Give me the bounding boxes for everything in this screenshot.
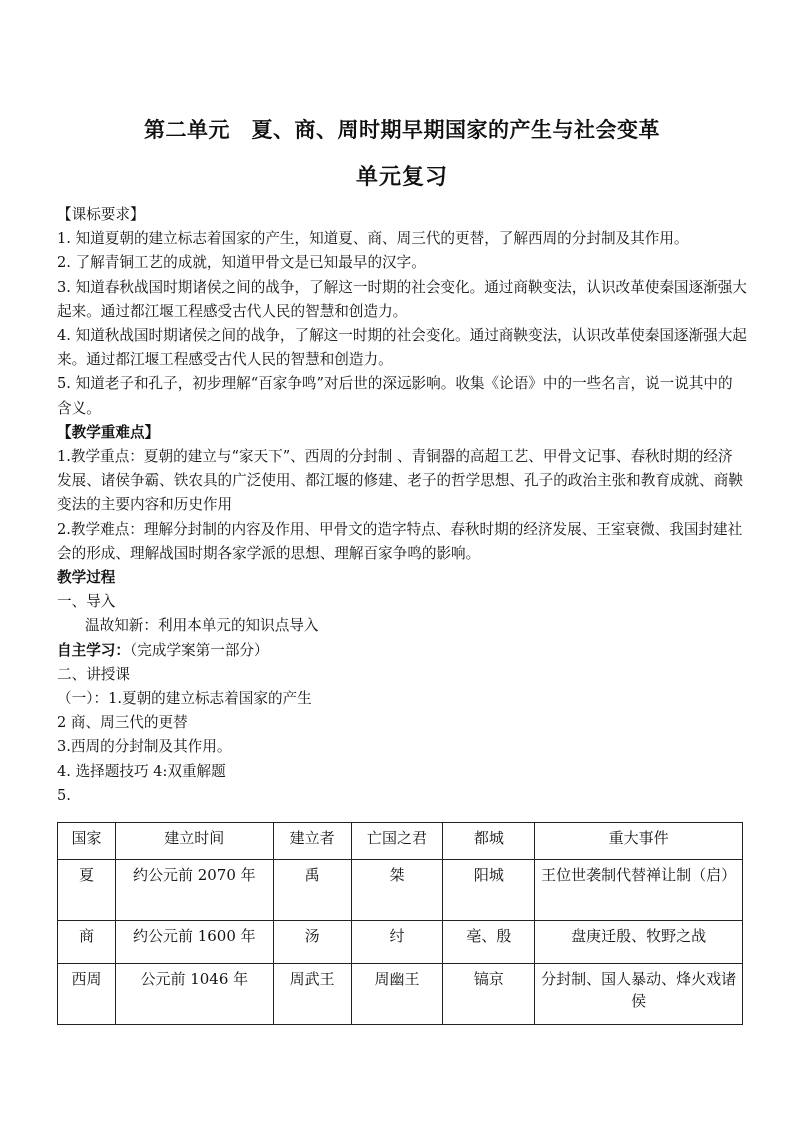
process-step-2: 二、讲授课: [57, 665, 130, 683]
table-cell: 纣: [351, 921, 443, 964]
header-capital: 都城: [443, 823, 535, 860]
table-cell: 亳、殷: [443, 921, 535, 964]
header-founder: 建立者: [273, 823, 351, 860]
table-cell: 约公元前 2070 年: [115, 860, 273, 921]
curriculum-item-1: 1. 知道夏朝的建立标志着国家的产生，知道夏、商、周三代的更替，了解西周的分封制及其作用。: [57, 230, 689, 248]
process-line-4: 4. 选择题技巧 4:双重解题: [57, 762, 226, 780]
table-cell: 约公元前 1600 年: [115, 921, 273, 964]
header-country: 国家: [58, 823, 116, 860]
curriculum-item-4: 4. 知道秋战国时期诸侯之间的战争，了解这一时期的社会变化。通过商鞅变法，认识改革使秦国逐渐强大起来。通过都江堰工程感受古代人民的智慧和创造力。: [57, 327, 747, 369]
table-cell: 阳城: [443, 860, 535, 921]
table-cell: 桀: [351, 860, 443, 921]
table-header-row: [58, 823, 743, 860]
table-cell: 夏: [58, 860, 116, 921]
process-line-5: 5.: [57, 786, 71, 804]
header-events: 重大事件: [535, 823, 743, 860]
table-cell: 西周: [58, 964, 116, 1025]
lesson-body: [57, 203, 747, 808]
table-row: [58, 921, 743, 964]
process-heading: 教学过程: [57, 569, 116, 587]
table-cell: 分封制、国人暴动、烽火戏诸侯: [535, 964, 743, 1025]
curriculum-item-5: 5. 知道老子和孔子，初步理解“百家争鸣”对后世的深远影响。收集《论语》中的一些名言，说一说其中的含义。: [57, 375, 733, 417]
process-line-3: 3.西周的分封制及其作用。: [57, 738, 232, 756]
table-cell: 盘庚迁殷、牧野之战: [535, 921, 743, 964]
unit-title: 第二单元 夏、商、周时期早期国家的产生与社会变革: [144, 118, 660, 142]
self-study-line: [57, 639, 747, 663]
curriculum-item-3: 3. 知道春秋战国时期诸侯之间的战争，了解这一时期的社会变化。通过商鞅变法，认识改革使秦国逐渐强大起来。通过都江堰工程感受古代人民的智慧和创造力。: [57, 278, 747, 320]
table-row: [58, 860, 743, 921]
key-point-2: 2.教学难点：理解分封制的内容及作用、甲骨文的造字特点、春秋时期的经济发展、王室衰微、我国封建社会的形成、理解战国时期各家学派的思想、理解百家争鸣的影响。: [57, 520, 743, 562]
process-step-1-detail: 温故知新：利用本单元的知识点导入: [85, 617, 319, 635]
key-points-heading: 【教学重难点】: [57, 423, 160, 441]
self-study-note: （完成学案第一部分）: [129, 641, 269, 659]
table-cell: 镐京: [443, 964, 535, 1025]
process-line-2: 2 商、周三代的更替: [57, 714, 188, 732]
table-cell: 汤: [273, 921, 351, 964]
unit-subtitle: 单元复习: [355, 165, 448, 190]
table-row: [58, 964, 743, 1025]
header-last-ruler: 亡国之君: [351, 823, 443, 860]
process-step-1: 一、导入: [57, 593, 116, 611]
table-cell: 周幽王: [351, 964, 443, 1025]
key-point-1: 1.教学重点：夏朝的建立与“家天下”、西周的分封制 、青铜器的高超工艺、甲骨文记事、春秋时期的经济发展、诸侯争霸、铁农具的广泛使用、都江堰的修建、老子的哲学思想、孔子的政治主张和教育成就、商鞅变法的主要内容和历史作用: [57, 448, 743, 514]
table-cell: 商: [58, 921, 116, 964]
self-study-label: 自主学习：: [57, 641, 130, 659]
header-founded: 建立时间: [115, 823, 273, 860]
table-cell: 王位世袭制代替禅让制（启）: [535, 860, 743, 921]
curriculum-heading: 【课标要求】: [57, 206, 145, 223]
table-cell: 周武王: [273, 964, 351, 1025]
table-cell: 公元前 1046 年: [115, 964, 273, 1025]
curriculum-item-2: 2. 了解青铜工艺的成就，知道甲骨文是已知最早的汉字。: [57, 254, 426, 272]
table-cell: 禹: [273, 860, 351, 921]
dynasty-table: [57, 822, 743, 1025]
process-line-1: （一）：1.夏朝的建立标志着国家的产生: [57, 690, 312, 708]
